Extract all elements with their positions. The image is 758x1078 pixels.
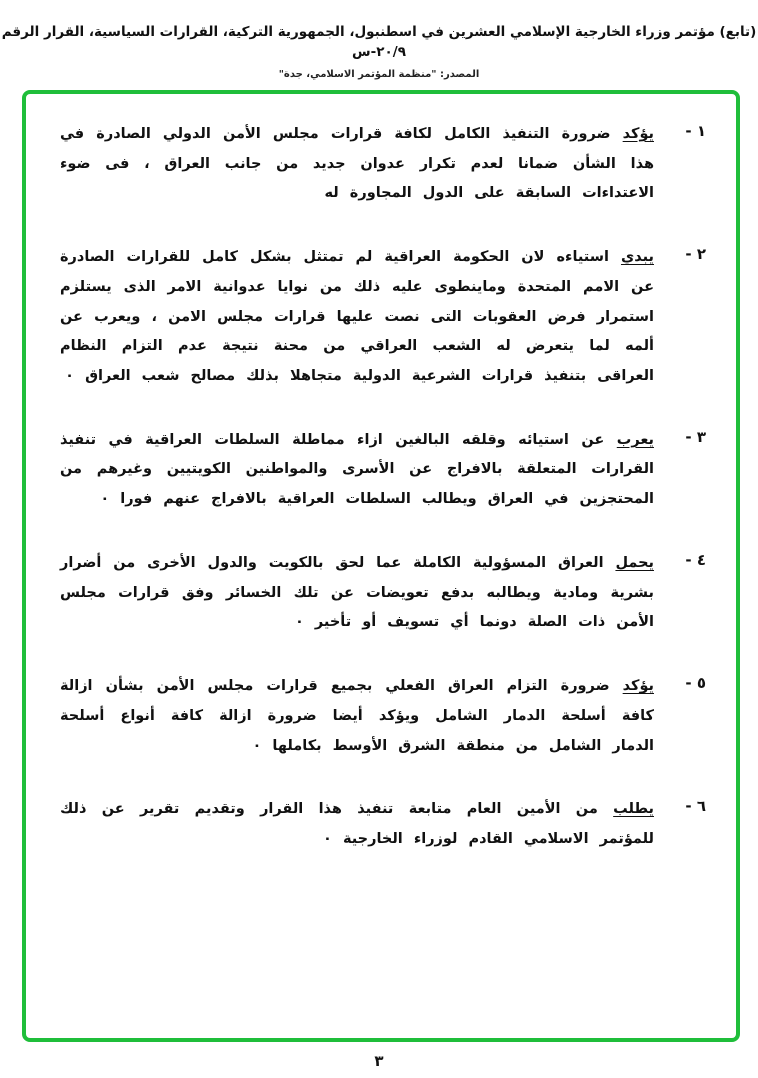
item-number: ١ - [685,122,706,140]
item-lead-word: يعرب [616,431,654,448]
resolution-item-2 [60,243,706,392]
document-source-line: المصدر: "منظمة المؤتمر الاسلامي، جدة" [278,68,480,80]
item-body-text: عن استيائه وقلقه البالغين ازاء مماطلة السلطات العراقية في تنفيذ القرارات المتعلقة بالافراج عن الأسرى والمواطنين الكويتيين وغيرهم من المحتجزين في العراق ويطالب السلطات العراقية بالافراج عنهم فورا ٠ [60,431,654,508]
item-lead-word: يؤكد [622,678,654,695]
resolution-body-frame [22,90,740,1042]
resolution-item-5 [60,672,706,761]
item-lead-word: يحمل [615,554,654,571]
item-body-text: ضرورة التنفيذ الكامل لكافة قرارات مجلس الأمن الدولي الصادرة في هذا الشأن ضمانا لعدم تكرار عدوان جديد من جانب العراق ، فى ضوء الاعتداءات السابقة على الدول المجاورة له [60,126,654,202]
item-body-text: من الأمين العام متابعة تنفيذ هذا القرار وتقديم تقرير عن ذلك للمؤتمر الاسلامي القادم لوزراء الخارجية ٠ [60,801,654,847]
item-number: ٣ - [685,427,706,446]
item-body-text: ضرورة التزام العراق الفعلي بجميع قرارات مجلس الأمن بشأن ازالة كافة أسلحة الدمار الشامل ويؤكد أيضا ضرورة ازالة كافة أنواع أسلحة الدمار الشامل من منطقة الشرق الأوسط بكاملها ٠ [60,678,654,754]
item-lead-word: يطلب [613,801,654,818]
document-header-title: (تابع) مؤتمر وزراء الخارجية الإسلامي العشرين في اسطنبول، الجمهورية التركية، القرارات السياسية، القرار الرقم ٢٠/٩-س [1,24,757,61]
item-text [60,243,654,392]
resolution-item-6 [60,795,706,854]
item-text [60,672,654,761]
item-text [60,426,654,515]
resolution-item-3 [60,426,706,515]
item-number: ٦ - [685,797,706,816]
item-lead-word: يؤكد [622,126,654,142]
item-body-text: استياءه لان الحكومة العراقية لم تمتثل بشكل كامل للقرارات الصادرة عن الامم المتحدة وماينطوى عليه ذلك من نوايا عدوانية الامر الذى يستلزم استمرار فرض العقوبات التى نصت عليها قرارات مجلس الامن ، ويعرب عن ألمه لما يتعرض له الشعب العراقي من محنة نتيجة عدم التزام النظام العراقى بتنفيذ قرارات الشرعية الدولية متجاهلا بذلك مصالح شعب العراق ٠ [60,249,654,385]
item-number: ٥ - [685,674,706,693]
item-body-text: العراق المسؤولية الكاملة عما لحق بالكويت والدول الأخرى من أضرار بشرية ومادية ويطالبه بدفع تعويضات عن تلك الخسائر وفق قرارات مجلس الأمن ذات الصلة دونما أي تسويف أو تأخير ٠ [60,554,654,631]
item-number: ٤ - [685,550,706,569]
page-number: ٣ [374,1052,384,1070]
item-text [60,120,654,209]
item-number: ٢ - [685,245,706,264]
resolution-item-4 [60,549,706,638]
item-text [60,549,654,638]
item-lead-word: يبدي [620,249,654,266]
item-text [60,795,654,854]
resolution-item-1 [60,120,706,209]
